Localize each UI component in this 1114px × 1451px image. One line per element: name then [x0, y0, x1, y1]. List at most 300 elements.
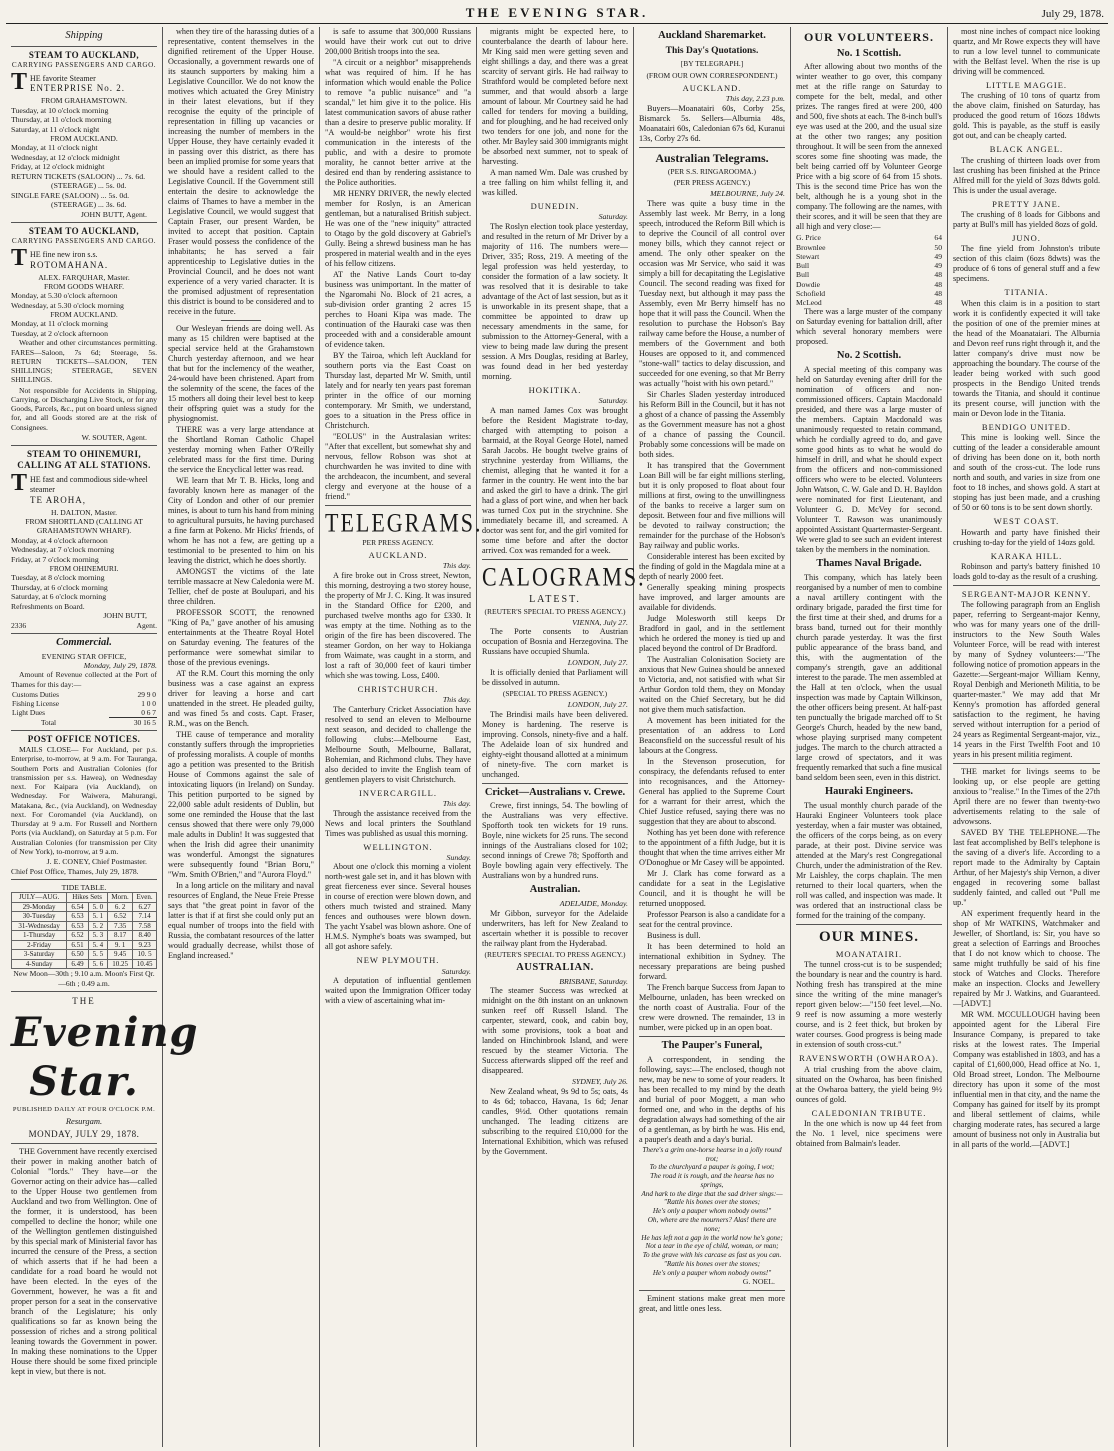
telegram-text: Business is dull.: [647, 930, 701, 940]
article-paragraph: The following paragraph from an English paper, referring to Sergeant-major Kenny, who was for many years one of the drill-instructors to the New South Wales Volunteer Force, will be read with interest by many of Sydney volunteers:—"The following notice of promotion appears in the Gazette:—Sergeant-major William Kenny, Royal Denbigh and Merioneth Militia, to be quarter-master." We may add that Mr Kenny's promotion has afforded general satisfaction to the regiment, he having served without interruption for a period of 24 years as Regimental Sergeant-major, viz., 14 years in the First Twelfth Foot and 10 years in his present militia regiment.: [953, 600, 1100, 760]
australian-telegrams-heading: Australian Telegrams.: [655, 150, 769, 165]
pauper-text: A correspondent, in sending the following, says:—The enclosed, though not new, may be new to some of your readers. It has been recalled to my mind by the death and burial of poor Moggett, a man who formed one, and who in the depths of his degradation always had something of the air of a gentleman, as by birth he was. His end, a pauper's death and a day's burial.: [639, 1054, 785, 1144]
dateline-date: This day.: [442, 561, 471, 571]
tide-table: [11, 892, 157, 969]
table-row: [12, 921, 157, 931]
brand-published: PUBLISHED DAILY AT FOUR O'CLOCK P.M.: [12, 1106, 156, 1114]
column-header: Hikes Sets: [67, 893, 108, 903]
article-paragraph: The fine yield from Johnston's tribute section of this claim (6ozs 8dwts) was the produce of 6 tons of general stuff and a few specimens.: [953, 244, 1100, 284]
revenue-total-label: Total: [41, 717, 57, 727]
boat-name: ROTOMAHANA.: [30, 259, 109, 270]
dateline-place: WELLINGTON.: [363, 841, 433, 852]
divider: [325, 505, 471, 506]
schedule-item: Monday, at 4 o'clock afternoon: [11, 535, 108, 545]
office-line: EVENING STAR OFFICE,: [41, 651, 127, 661]
schedule-item: Thursday, at 6 o'clock morning: [11, 582, 108, 592]
masthead-date: July 29, 1878.: [1041, 7, 1104, 20]
revenue-amount: 29 9 0: [137, 689, 156, 699]
brand-motto: Resurgam.: [65, 1116, 103, 1127]
article-paragraph: AMONGST the victims of the late terrible massacre at New Caledonia were M. Tellier, chef de poste at Boulupari, and his three children.: [168, 567, 314, 606]
table-row: [796, 243, 942, 252]
poem-line: He's only a pauper whom nobody owns!": [652, 1207, 772, 1216]
table-row: [11, 690, 157, 699]
table-row: [796, 261, 942, 270]
telegram-text: About one o'clock this morning a violent north-west gale set in, and it has blown with great fierceness ever since. Several houses in course of erection were blown down, and others much twisted and strained. Many fences and outhouses were blown down. The yacht Ysabel was blown ashore. One of H.M.S. Nymphe's boats was swamped, but all got ashore safely.: [325, 862, 471, 952]
ad-boat: [11, 68, 157, 95]
telegram-text: A movement has been initiated for the presentation of an address to Lord Beaconsfield on the successful result of his labours at the Congress.: [639, 715, 785, 755]
column-header: Morn.: [107, 893, 132, 903]
advertisement: AN experiment frequently heard in the shop of Mr WATKINS, Watchmaker and Jeweller, of Shortland, is: Sir, you have so great a selection of Earrings and Brooches that I do not know which to choose. The same might truthfully be said of his fine stock of Watches and Clocks. Therefore make an inspection. Clocks and Jewellery repaired by Mr J. Watkins, and Guaranteed.—[ADVT.]: [953, 909, 1100, 1009]
tide-cell: 9.23: [133, 940, 157, 950]
column-header: Even.: [133, 893, 157, 903]
dateline-date: LONDON, July 27.: [567, 658, 628, 668]
divider: [482, 559, 628, 560]
tide-cell: 1-Thursday: [12, 931, 67, 941]
article-paragraph: After allowing about two months of the winter weather to go over, this company met at the rifle range on Saturday to compete for the belt, medal, and other prizes. The ranges fired at were 200, 400 and 500, five shots at each. The 8-inch bull's eye was used at the 200, and the usual size at the other two ranges; any position throughout. It will be seen from the annexed scores some fine shooting was made, the belt being carried off by Volunteer George Price with a big score of 64 from 15 shots. This is the second time Price has won the belt, although he is a young shot in the company. The following are the names, with their scores, and it will be seen that they are all high and very close:—: [796, 62, 942, 232]
article-paragraph: The crushing of 10 tons of quartz from the above claim, finished on Saturday, has produced the good return of 16ozs 18dwts gold. This is payable, as the stuff is easily got out, and can be cheaply carted.: [953, 91, 1100, 141]
agent-signature: JOHN BUTT, Agent.: [80, 209, 147, 219]
section-heading-shipping: Shipping: [65, 30, 103, 41]
table-row: [11, 699, 157, 708]
tide-cell: 7.14: [133, 912, 157, 922]
article-paragraph: Howarth and party have finished their crushing to-day for the yield of 14ozs gold.: [953, 527, 1100, 547]
tide-cell: 7.35: [107, 921, 132, 931]
cable-text: The steamer Success was wrecked at midnight on the 8th instant on an unknown sunken reef off Russell Island. The carpenter, steward, cook, and cabin boy, with some provisions, took a boat and landed on Hinchinbrook Island, and were rescued by the steamer Victoria. The Success afterwards slipped off the reef and disappeared.: [482, 986, 628, 1076]
divider: [11, 633, 157, 634]
ad-code: 2336: [11, 620, 27, 630]
boat-name: ENTERPRISE No. 2.: [30, 83, 126, 94]
section-heading-commercial: Commercial.: [56, 636, 112, 648]
tide-cell: 8.40: [133, 931, 157, 941]
column-3: [320, 27, 483, 1447]
latest-heading: LATEST.: [529, 593, 581, 605]
tide-cell: 5. 1: [88, 912, 107, 922]
moon-phase: New Moon—30th ; 9.10 a.m. Moon's First Qr.—6th ; 0.49 a.m.: [13, 969, 155, 988]
poem-line: To the grave with his carcase as fast as you can.: [642, 1251, 782, 1260]
divider: [11, 222, 157, 223]
telegram-text: The French barque Success from Japan to Melbourne, unladen, has been wrecked on the north coast of Australia. Four of the crew were drowned. The remainder, 13 in number, were picked up in an open boat.: [639, 982, 785, 1032]
fare-item: RETURN TICKETS (SALOON) ... 7s. 6d.: [11, 171, 146, 181]
calograms-heading: CALOGRAMS.: [482, 561, 646, 592]
tide-cell: 5. 3: [88, 931, 107, 941]
table-row: [796, 270, 942, 279]
drop-cap: T: [11, 68, 28, 95]
telegrams-byline: PER PRESS AGENCY.: [362, 537, 434, 547]
revenue-total: 30 16 5: [109, 718, 157, 728]
article-paragraph: Robinson and party's battery finished 10 loads gold to-day as the result of a crushing.: [953, 561, 1100, 581]
article-paragraph: A special meeting of this company was held on Saturday evening after drill for the nomination of officers and non-commissioned officers. Captain Macdonald presided, and there was a large muster of the members. Captain Macdonald was unanimously requested to retain command, which he cordially agreed to do, and gave some good hints as to what he would do himself in drill, and what he should expect from the officers and non-commissioned officers who were to be elected. Volunteers John Watson, C. W. Gale and D. H. Bayldon were nominated for first Lieutenant, and Volunteer G. D. McVey for second. Volunteer T. Rawson was unanimously appointed Assistant Quartermaster-Sergeant. We were glad to see such an evident interest taken by the members in the nomination.: [796, 365, 942, 555]
telegram-text: A man named James Cox was brought before the Resident Magistrate to-day, charged with attempting to poison a barmaid, at the Royal George Hotel, named Sarah Jacobs. He bought twelve grains of strychnine yesterday from Williams, the chemist, alleging that he wanted it for a farmer in the country. He went into the bar and asked the girl to have a drink. The girl had a glass of port wine, and when her back was turned Cox put in the strychnine. She immediately became ill, and screamed. A doctor was sent for, and the girl vomited for some time before and after the doctor arrived. Cox was remanded for a week.: [482, 405, 628, 555]
ad-from: FROM SHORTLAND (CALLING AT GRAHAMSTOWN WHARF).: [25, 517, 143, 536]
ad-master: ALEX. FARQUHAR, Master.: [38, 272, 130, 282]
mine-name: KARAKA HILL.: [990, 550, 1063, 561]
cable-text: The Brindisi mails have been delivered. Money is hardening. The reserve is improving. Consols, ninety-five and a half. The Adelaide loan of six hundred and eighty-eight thousand allotted at a minimum of ninety-five. The corn market is unchanged.: [482, 709, 628, 779]
aphorism: Eminent stations make great men more great, and little ones less.: [639, 1293, 785, 1313]
mine-name: TITANIA.: [1004, 287, 1049, 298]
score-name: Bull: [796, 270, 810, 280]
brand-the: THE: [72, 995, 96, 1006]
schedule-list: [11, 143, 157, 172]
cricket-heading: Cricket—Australians v. Crewe.: [484, 786, 626, 798]
quotations-source: (FROM OUR OWN CORRESPONDENT.): [646, 70, 778, 80]
telegram-text: Through the assistance received from the News and local printers the Southland Times was published as usual this morning.: [325, 808, 471, 838]
divider: [482, 783, 628, 784]
australian-caps-heading: AUSTRALIAN.: [516, 961, 594, 973]
column-6: [791, 27, 948, 1447]
poem-line: He has left not a gap in the world now he's gone;: [641, 1233, 783, 1242]
tide-cell: 29-Monday: [12, 902, 67, 912]
ad-text: HE fine new iron s.s.: [30, 250, 98, 260]
schedule-item: Wednesday, at 12 o'clock midnight: [11, 152, 120, 162]
poem-line: He's only a pauper whom nobody owns!": [652, 1268, 772, 1277]
score-name: Bull: [796, 261, 810, 271]
fare-item: (STEERAGE) ... 3s. 6d.: [51, 200, 127, 210]
revenue-amount: 1 0 0: [141, 698, 156, 708]
dateline-date: MELBOURNE, July 24.: [710, 189, 785, 199]
cable-text: New Zealand wheat, 9s 9d to 5s; oats, 4s to 4s 6d; tobacco, Havana, 1s 6d; Jenar candles, 9½d. Other quotations remain unchanged. The leading citizens are subscribing to the required £10,000 for the International Exhibition, which was refused by the Government.: [482, 1086, 628, 1156]
score-value: 49: [934, 251, 942, 261]
article-paragraph: when they tire of the harassing duties of a representative, content themselves in the dignified retirement of the Upper House. Occasionally, a government rewards one of its staunch supporters by making him a Legislative Councillor. We do not know the motives which actuated the Grey Ministry in their latest elevations, but if they recognise the equity of the principle of representation in filling up vacancies or increasing the number of members in the Upper House, they have certainly evaded it in passing over this district, as there has been an implied promise for some years that we should have a resident called to the Legislative Council. If the Government still entertain the desire to acknowledge the claims of Thames to have a member in the Legislative Council, we would suggest that Captain Fraser, our present Warden, be invited to accept that position. Captain Fraser would possess the confidence of the inhabitants; he has served a fair apprenticeship to Legislative duties in the Provincial Council, and he does not want experience of a very varied character. It is the promised adjustment of representation this district is bound to be considered and to receive in the future.: [168, 27, 314, 316]
post-office-title: POST OFFICE NOTICES.: [27, 734, 141, 745]
telegram-text: A man named Wm. Dale was crushed by a tree falling on him whilst felling it, and was killed.: [482, 168, 628, 197]
schedule-item: Wednesday, at 7 o'clock morning: [11, 545, 115, 555]
telegram-text: In the Stevenson prosecution, for conspiracy, the defendants refused to enter into recognisances, and the Attorney-General has applied to the Supreme Court for a warrant for their arrest, which the Chief Justice refused, saying there was no suggestion that they are about to abscond.: [639, 756, 785, 826]
schedule-list: [11, 573, 157, 602]
dateline-place: DUNEDIN.: [530, 201, 580, 211]
subsection-heading: No. 1 Scottish.: [836, 47, 902, 59]
tide-cell: 9. 1: [107, 940, 132, 950]
article-paragraph: THE market for livings seems to be looking up, or else people are getting anxious to "realise." In the Times of the 27th April there are no fewer than twenty-two advertisements relating to the sale of advowsons.: [953, 767, 1100, 827]
boat-name: TE AROHA,: [30, 494, 87, 505]
tide-cell: 6.52: [67, 931, 89, 941]
table-row: [11, 708, 157, 718]
dateline-place: INVERCARGILL.: [359, 787, 437, 798]
score-value: 48: [934, 288, 942, 298]
article-paragraph: There was a large muster of the company on Saturday evening for battalion drill, after which several honorary members were proposed.: [796, 307, 942, 347]
agent-signature: W. SOUTER, Agent.: [81, 432, 147, 442]
ad-boat: [11, 470, 157, 505]
tide-cell: 6.54: [67, 902, 89, 912]
issue-date: MONDAY, JULY 29, 1878.: [28, 1128, 140, 1139]
post-office-footer: Chief Post Office, Thames, July 29, 1878.: [11, 866, 139, 876]
cable-text: The Porte consents to Austrian occupation of Bosnia and Herzegovina. The Russians have occupied Shumla.: [482, 627, 628, 657]
article-heading: SERGEANT-MAJOR KENNY.: [961, 588, 1092, 599]
tide-cell: 6. 2: [107, 902, 132, 912]
telegram-text: A deputation of influential gentlemen waited upon the Immigration Officer today with a view of ascertaining what im-: [325, 976, 471, 1006]
article-paragraph: PROFESSOR SCOTT, the renowned "King of Pa," gave another of his amusing entertainments at the Theatre Royal Hotel on Saturday evening. The features of the performance were somewhat similar to those of the previous evenings.: [168, 608, 314, 667]
tide-cell: 5. 6: [88, 959, 107, 969]
dateline-place: HOKITIKA.: [528, 384, 582, 395]
schedule-item: Tuesday, at 10 o'clock morning: [11, 105, 109, 115]
schedule-item: Friday, at 7 o'clock morning: [11, 554, 99, 564]
poem-line: There's a grim one-horse hearse in a jolly round trot;: [642, 1145, 782, 1163]
score-name: Stewart: [796, 251, 820, 261]
telegram-text: It has transpired that the Government Loan Bill will be far eight millions sterling, but it is only proposed to float about four millions at first, owing to the unwillingness of the banks to receive a larger sum on deposit. Between four and five millions will be devoted to railway construction; the remainder for the purchase of the Hobson's Bay railway and public works.: [639, 460, 785, 550]
divider: [953, 763, 1100, 764]
column-1: [6, 27, 199, 1447]
telegram-text: Considerable interest has been excited by the finding of gold in the Magdala mine at a depth of nearly 2000 feet.: [639, 551, 785, 581]
cable-text: It is officially denied that Parliament will be dissolved in autumn.: [482, 667, 628, 687]
tide-cell: 10.25: [107, 959, 132, 969]
divider: [11, 1143, 157, 1144]
poem-signature: G. NOEL.: [742, 1277, 775, 1287]
ad-boat: [11, 245, 157, 272]
tide-cell: 10. 5: [133, 950, 157, 960]
article-paragraph: AT the R.M. Court this morning the only business was a case against an express driver for leaving a horse and cart unattended in the street. He pleaded guilty, and was fined 5s and costs. Capt. Fraser, R.M., was on the Bench.: [168, 669, 314, 728]
schedule-item: Monday, at 11 o'clock night: [11, 143, 98, 153]
score-name: Dowdie: [796, 279, 821, 289]
divider: [11, 445, 157, 446]
subsection-heading: No. 2 Scottish.: [836, 350, 902, 362]
dateline-date: Saturday.: [598, 212, 628, 222]
ad-text: HE fast and commodious side-wheel steamer: [30, 475, 148, 495]
sharemarket-heading: Auckland Sharemarket.: [658, 30, 766, 41]
post-office-text: MAILS CLOSE— For Auckland, per p.s. Enterprise, to-morrow, at 9 a.m. For Tauranga, Southern Ports and Australian Colonies (for transmission per s.s. Hawea), on Wednesday next. For Kaipara (via Auckland), on Wednesday. For Waiwera, Mahurangi, Matakana, &c., (via Auckland), on Wednesday next. For Coromandel (via Auckland), on Thursday at 9 a.m. For Russell and Northern Ports (via Auckland), on Saturday at 5 p.m. For Australian Colonies (for transmission per City of New York), to-morrow, at 9 a.m.: [11, 745, 157, 856]
table-row: [12, 950, 157, 960]
masthead-title: THE EVENING STAR.: [465, 5, 649, 21]
ad-from: FROM GRAHAMSTOWN.: [41, 96, 127, 106]
fare-item: SINGLE FARE (SALOON) ... 5s. 0d.: [11, 190, 130, 200]
mine-name: CALEDONIAN TRIBUTE.: [811, 1107, 927, 1118]
telegrams-agency: (PER PRESS AGENCY.): [673, 178, 751, 188]
ad-text: HE favorite Steamer: [30, 73, 96, 83]
telegram-text: Sir Charles Sladen yesterday introduced his Reform Bill in the Council, but it has not a ghost of a chance of passing the Assembly as the Government measure has not a ghost of a chance of passing the Council. Probably some concessions will be made on both sides.: [639, 389, 786, 459]
article-paragraph: is safe to assume that 300,000 Russians would have their work cut out to drive 200,000 British troops into the sea.: [325, 27, 471, 56]
poem: [639, 1146, 785, 1278]
tide-cell: 6.52: [107, 912, 132, 922]
telegram-text: migrants might be expected here, to counterbalance the dearth of labour here. Mr King said men were getting seven and eight shillings a day, and there was a great scarcity of servant girls. He had railway to Strathford would be completed before next summer, and that would absorb a large amount of labour. Mr Courtney said he had called for tenders for moving a building, and for ploughing, and he had received only two tenders for one job, and none for the other. Mr Bayley said 300 immigrants might be absorbed next summer, not to speak of harvesting.: [482, 27, 628, 166]
telegram-text: Nothing has yet been done with reference to the appointment of a fifth Judge, but it is thought that when the time arrives either Mr O'Donoghue or Mr Casey will be appointed.: [639, 827, 785, 867]
column-4: [477, 27, 646, 1447]
article-paragraph: "EOLUS" in the Australasian writes: "After that excellent, but somewhat shy and nervous, fellow Robson was shot at churchwarden he was invited to dine with the archdeacon, the incumbent, and several clergy and everyone at the house of a friend.": [325, 432, 471, 501]
tide-cell: 6.53: [67, 912, 89, 922]
column-7: [948, 27, 1105, 1447]
score-name: G. Price: [796, 233, 821, 243]
schedule-item: Thursday, at 11 o'clock morning: [11, 115, 112, 125]
ad-from: FROM GOODS WHARF.: [43, 281, 125, 291]
divider: [11, 730, 157, 731]
article-paragraph: The usual monthly church parade of the Hauraki Engineer Volunteers took place yesterday, when a fair muster was obtained, the officers of the corps being, as on every parade, at their post. Divine service was attended at the Mary's rest Congregational Church, under the administration of the Rev. Mr Laishley, the corps chaplain. The men returned to their local quarters, when the roll was called, and inspection was made. It was ordered that an instructional class be formed for the training of the company.: [796, 800, 942, 920]
article-paragraph: This mine is looking well. Since the cutting of the leader a considerable amount of driving has been done on it, both north and south of the cross-cut. The lode runs north and south, and varies in size from one foot to 18 inches, and shows gold. A start at stoping has just been made, and a crushing of 50 or 60 tons is to be sent down shortly.: [953, 433, 1100, 513]
refreshment-note: Refreshments on Board.: [11, 601, 85, 611]
score-name: Schofield: [796, 288, 826, 298]
poem-line: The road it is rough, and the hearse has no springs,: [650, 1172, 774, 1189]
poem-line: And hark to the dirge that the sad driver sings:—: [641, 1189, 783, 1198]
score-value: 48: [934, 298, 942, 308]
fare-item: (STEERAGE) ... 5s. 0d.: [51, 181, 127, 191]
tide-cell: 6.53: [67, 921, 89, 931]
table-row: [796, 289, 942, 298]
fares-list: [11, 172, 157, 210]
mine-name: BENDIGO UNITED.: [981, 421, 1072, 432]
schedule-item: Wednesday, at 5.30 o'clock morning: [11, 300, 124, 310]
divider: [11, 991, 157, 992]
mine-name: RAVENSWORTH (OWHAROA).: [799, 1053, 939, 1064]
divider: [11, 46, 157, 47]
divider: [639, 1036, 785, 1037]
article-paragraph: When this claim is in a position to start work it is confidently expected it will take the position of one of the premier mines at the head of the Moanataiari. The Alburnia and Devon reef runs right through it, and the latter company's drive must now be approaching the boundary. The course of the leader being worked with such good prospects in the Bendigo United trends towards the Titania, and should it continue its present course, will junction with the main or Devon lode in the Titania.: [953, 298, 1100, 418]
australian-heading: Australian.: [529, 884, 581, 896]
dateline-date: Saturday.: [598, 396, 628, 406]
table-row: [12, 940, 157, 950]
article-paragraph: MR HENRY DRIVER, the newly elected member for Roslyn, is an American gentleman, but a naturalised British subject. He was one of the "new iniquity" attracted to Otago by the gold discovery at Gabriel's Gully. Being a shrewd business man he has prospered in material wealth and in the eyes of his fellow citizens.: [325, 189, 471, 268]
dateline-date: LONDON, July 27.: [567, 700, 628, 710]
score-value: 64: [934, 233, 942, 243]
schedule-list: [11, 291, 157, 310]
table-row: [12, 902, 157, 912]
ad-subtitle: CARRYING PASSENGERS AND CARGO.: [11, 237, 157, 246]
dateline-place: NEW PLYMOUTH.: [356, 955, 440, 966]
dateline-date: This day.: [442, 799, 471, 809]
article-paragraph: THERE was a very large attendance at the Shortland Roman Catholic Chapel yesterday morning when Father O'Reilly celebrated mass for the first time. During the service the Encyclical letter was read.: [168, 425, 314, 474]
tide-cell: 4-Sunday: [12, 959, 67, 969]
telegram-text: Generally speaking mining prospects have improved, and larger amounts are available for dividends.: [639, 582, 785, 612]
revenue-item: Customs Duties: [12, 689, 60, 699]
poem-line: Not a tear in the eye of child, woman, or man;: [645, 1242, 779, 1251]
office-date: Monday, July 29, 1878.: [83, 660, 157, 670]
tide-cell: 7.58: [133, 921, 157, 931]
table-row: [796, 233, 942, 242]
telegrams-heading: TELEGRAMS.: [325, 507, 483, 538]
cricket-text: Crewe, first innings, 54. The bowling of the Australians was very effective. Spofforth took ten wickets for 19 runs. Boyle, nine wickets for 25 runs. The second innings of the Australians closed for 102; second innings of Crewe 78; Spofforth and Boyle bowling again very effectively. The Australians won by a hundred runs.: [482, 801, 628, 881]
masthead: [6, 4, 1108, 24]
table-row: [12, 912, 157, 922]
schedule-list: [11, 319, 157, 338]
cable-byline: (REUTER'S SPECIAL TO PRESS AGENCY.): [484, 949, 626, 959]
schedule-item: Saturday, at 11 o'clock night: [11, 124, 100, 134]
score-value: 50: [934, 242, 942, 252]
drop-cap: T: [11, 470, 28, 497]
dateline-date: BRISBANE, Saturday.: [559, 976, 628, 986]
table-row: [796, 280, 942, 289]
table-row: [796, 298, 942, 307]
article-paragraph: A trial crushing from the above claim, situated on the Owharoa, has been finished at the Owharoa battery, the yield being 9½ ounces of gold.: [796, 1064, 942, 1104]
revenue-table: [11, 690, 157, 727]
ad-title: STEAM TO AUCKLAND,: [28, 49, 140, 60]
telegrams-via: (PER S.S. RINGAROOMA.): [667, 167, 757, 177]
schedule-list: [11, 536, 157, 565]
schedule-item: Friday, at 12 o'clock midnight: [11, 162, 105, 172]
dateline-place: CHRISTCHURCH.: [357, 683, 439, 694]
article-paragraph: Our Wesleyan friends are doing well. As many as 15 children were baptised at the special service held at the Grahamstown Church yesterday afternoon, and we hear that but for the inclemency of the weather, 24-would have been christened. Apart from the solemnity of the scene, the faces of the 15 mothers all doing their level best to keep their offspring quiet was a study for the physiognomist.: [168, 324, 314, 423]
telegram-text: It has been determined to hold an international exhibition in Sydney. The necessary preparations are being pushed forward.: [639, 941, 785, 981]
volunteers-heading: OUR VOLUNTEERS.: [804, 30, 934, 44]
divider: [639, 147, 785, 148]
article-paragraph: In a long article on the military and naval resources of England, the Neue Freie Presse says that "the great point in favor of the latter is that if at first she could only put an equal number of troops into the field with Russia, the combatant resources of the latter would gradually decrease, whilst those of England increased.": [168, 881, 314, 960]
article-paragraph: BY the Tairoa, which left Auckland for southern ports via the East Coast on Thursday last, departed Mr W. Smith, until lately and for nearly ten years past foreman printer in the office of our morning contemporary. Mr Smith, we understand, goes to a situation in the Press office in Christchurch.: [325, 351, 471, 430]
agent-signature: JOHN BUTT,: [103, 611, 147, 621]
agent-role: Agent.: [136, 620, 157, 630]
revenue-amount: 0 6 7: [141, 708, 156, 717]
scores-table: [796, 233, 942, 307]
tide-cell: 5. 4: [88, 940, 107, 950]
table-row: [11, 718, 157, 728]
schedule-list: [11, 106, 157, 135]
subsection-heading: Thames Naval Brigade.: [816, 558, 922, 570]
tide-cell: 5. 5: [88, 950, 107, 960]
drop-cap: T: [11, 245, 28, 272]
telegram-text: Mr J. Clark has come forward as a candidate for a seat in the Legislative Council, and it is thought he will be returned unopposed.: [639, 868, 785, 908]
table-row: [796, 252, 942, 261]
advertisement: MR WM. MCCULLOUGH having been appointed agent for the Liberal Fire Insurance Company, is prepared to take risks at the lowest rates. The Imperial Company was established in 1803, and has a capital of £1,600,000, Head office at No. 1, Old Broad street, London. The Melbourne directory has upon it some of the most influential men in that city, and the name the Company has gained for itself by its prompt and liberal settlement of claims, while charging moderate rates, has secured a large amount of business not only in Australia but in all parts of the world.—[ADVT.]: [953, 1010, 1100, 1150]
ad-master: H. DALTON, Master.: [50, 507, 118, 517]
schedule-item: Monday, at 5.30 o'clock afternoon: [11, 291, 118, 301]
revenue-item: Fishing License: [12, 698, 60, 708]
ad-from: FROM AUCKLAND.: [50, 310, 118, 320]
mine-name: JUNO.: [1012, 233, 1041, 244]
quotations-heading: This Day's Quotations.: [665, 45, 759, 56]
tide-cell: 2-Friday: [12, 940, 67, 950]
tide-cell: 3-Saturday: [12, 950, 67, 960]
telegram-text: There was quite a busy time in the Assembly last week. Mr Berry, in a long speech, introduced the Reform Bill which is to deprive the Council of all control over money bills, which they cannot reject or amend. The only other speaker on the occasion was Mr Service, who said it was simply a bill for decapitating the Legislative Council. The second reading was fixed for Tuesday next, but although it may pass the Assembly, even Mr Berry himself has no hope that it will pass the Council. When the resolution to purchase the Hobson's Bay railway came before the House, a number of members of the Government and both Houses are opposed to it, and commenced "stone-wall" tactics to delay discussion, and succeeded for one evening, so that Mr Berry was actually "hoist with his own petard.": [639, 198, 785, 388]
cable-byline: (REUTER'S SPECIAL TO PRESS AGENCY.): [484, 606, 626, 616]
mine-name: LITTLE MAGGIE.: [985, 80, 1068, 90]
mine-name: WEST COAST.: [993, 516, 1060, 527]
dateline-date: ADELAIDE, Monday.: [559, 899, 628, 909]
schedule-item: Monday, at 11 o'clock morning: [11, 319, 108, 329]
mine-name: MOANATAIRI.: [835, 949, 903, 960]
score-value: 48: [934, 279, 942, 289]
score-value: 49: [934, 261, 942, 271]
tide-cell: 10.45: [133, 959, 157, 969]
mine-name: PRETTY JANE.: [992, 198, 1061, 209]
ad-from: FROM AUCKLAND.: [50, 134, 118, 144]
tide-cell: 31-Wednesday: [12, 921, 67, 931]
article-paragraph: The tunnel cross-cut is to be suspended; the boundary is near and the country is hard. Nothing fresh has transpired at the mine since the writing of the mine manager's report given below:—"150 feet level.—No. 9 reef is now assuming a more westerly course, and is 2 feet thick, but broken by water courses. Good progress is being made in extension of south cross-cut.": [796, 960, 942, 1050]
ad-subtitle: CARRYING PASSENGERS AND CARGO.: [11, 60, 157, 69]
ad-from: FROM OHINEMURI.: [49, 564, 119, 574]
article-paragraph: SAVED BY THE TELEPHONE.—The last feat accomplished by Bell's telephone is the saving of a diver's life. According to a report made to the Admiralty by Captain Arthur, of her Majesty's ship Vernon, a diver engaged in recovering some ballast suddenly fainted, and called out "Pull me up.": [953, 828, 1100, 908]
article-paragraph: The crushing of 8 loads for Gibbons and party at Bull's mill has yielded 8ozs of gold.: [953, 210, 1100, 230]
subsection-heading: Hauraki Engineers.: [824, 786, 914, 798]
schedule-item: Tuesday, at 2 o'clock afternoon: [11, 328, 108, 338]
score-name: McLeod: [796, 298, 822, 308]
column-header: JULY—AUG.: [12, 893, 67, 903]
dateline-place: AUCKLAND.: [682, 82, 742, 93]
column-2: [163, 27, 320, 1447]
quotations-text: Buyers—Moanatairi 60s, Corby 25s, Bismarck 5s. Sellers—Alburnia 48s, Moanatairi 60s, Caledonian 67s 6d, Kuranui 13s, Corby 27s 6d.: [639, 103, 785, 143]
telegram-text: A fire broke out in Cross street, Newton, this morning, destroying a two storey house, the property of Mr J. C. King. It was insured in the Standard Office for £200, and purchased twelve months ago for £330. It was empty at the time. Nothing as to the origin of the fire has been discovered. The steamer Gordon, on her way to Hokianga from Waimate, was caught in a storm, and lost a raft of 30,000 feet of kauri timber which she was towing. Loss, £400.: [325, 570, 471, 680]
article-paragraph: In the one which is now up 44 feet from the No. 1 level, nice specimens were obtained from Balmain's leader.: [796, 1119, 942, 1149]
telegram-text: Professor Pearson is also a candidate for a seat for the central province.: [639, 909, 786, 929]
table-row: [12, 959, 157, 969]
revenue-item: Light Dues: [12, 708, 46, 718]
article-paragraph: AT the Native Lands Court to-day business was unimportant. In the matter of the Ngaromahi No. Block of 21 acres, a sub-division order granting 2 acres 15 perches to Hoani Kipa was made. The continuation of the Hauraki case was then proceeded with and a considerable amount of evidence taken.: [325, 270, 471, 349]
telegram-text: Judge Molesworth still keeps Dr Bradford in gaol, and in the settlement which he ordered the money is tied up and placed beyond the control of Dr Bradford.: [639, 613, 785, 653]
postmaster-signature: J. E. CONEY, Chief Postmaster.: [46, 857, 147, 867]
mines-heading: OUR MINES.: [818, 928, 919, 945]
dateline-date: VIENNA, July 27.: [572, 617, 628, 627]
tide-cell: 5. 2: [88, 921, 107, 931]
table-row: [12, 931, 157, 941]
liability-notice: Not responsible for Accidents in Shipping, Carrying, or Discharging Live Stock, or for any Goods, Parcels, &c., put on board unless signed for, and all Goods stored are at the risk of Consignees.: [11, 385, 157, 432]
divider: [11, 879, 157, 880]
dateline-date: This day.: [442, 695, 471, 705]
ad-code-row: [11, 621, 157, 630]
tide-cell: 8.17: [107, 931, 132, 941]
article-paragraph: The crushing of thirteen loads over from last crushing has been finished at the Prince Alfred mill for the yield of 3ozs 8dwts gold. This is under the usual average.: [953, 155, 1100, 195]
mine-name: BLACK ANGEL.: [989, 144, 1064, 155]
pauper-heading: The Pauper's Funeral,: [661, 1039, 763, 1051]
poem-line: "Rattle his bones over the stones;: [663, 1198, 761, 1207]
poem-line: To the churchyard a pauper is going, I wot;: [649, 1163, 775, 1172]
schedule-item: Saturday, at 6 o'clock morning: [11, 592, 107, 602]
score-name: Brownlee: [796, 242, 826, 252]
column-5: [634, 27, 791, 1447]
dateline-place: AUCKLAND.: [368, 549, 428, 560]
quotations-byline: [BY TELEGRAPH.]: [680, 59, 744, 69]
table-header: [12, 893, 157, 903]
